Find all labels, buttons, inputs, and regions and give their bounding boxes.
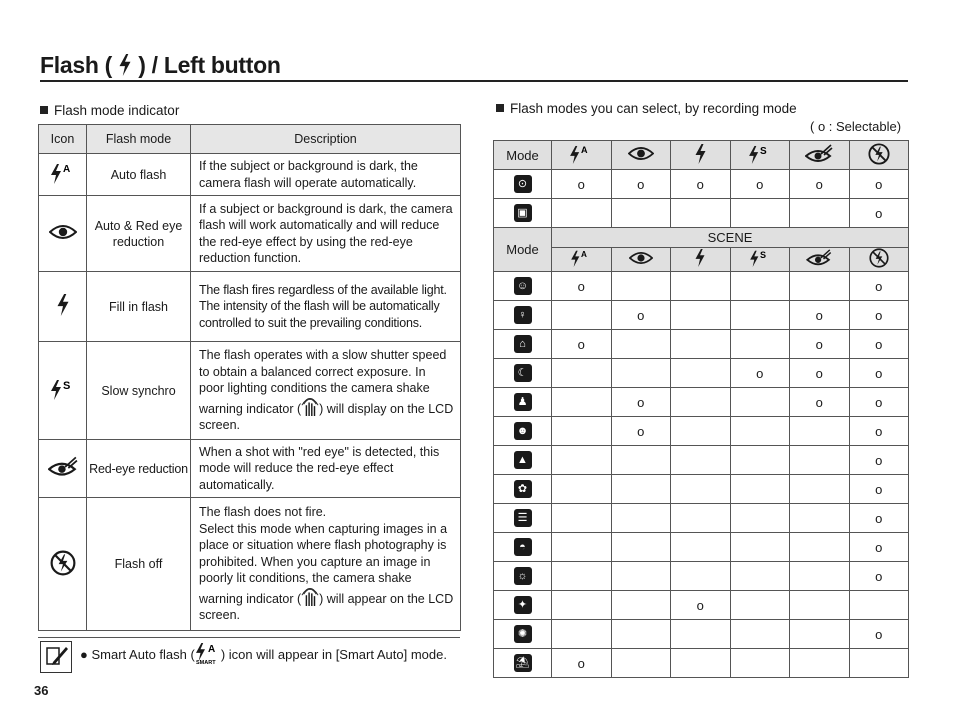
selectable-cell: o	[849, 272, 909, 301]
svg-text:A: A	[581, 144, 588, 155]
selectable-cell	[552, 199, 612, 228]
selectable-cell	[730, 388, 790, 417]
selectable-cell	[730, 446, 790, 475]
selectable-cell: o	[849, 504, 909, 533]
red-eye-icon	[611, 248, 671, 272]
table-row	[494, 388, 909, 417]
selectable-cell	[790, 272, 850, 301]
selectable-cell	[552, 417, 612, 446]
flash-auto-icon	[552, 248, 612, 272]
selectable-cell: o	[849, 170, 909, 199]
selectable-cell: o	[790, 330, 850, 359]
selectable-cell: o	[790, 388, 850, 417]
beach-snow-icon: ⛱	[494, 649, 552, 678]
red-eye-icon	[39, 196, 87, 272]
selectable-cell	[552, 504, 612, 533]
left-section-heading: Flash mode indicator	[40, 103, 179, 118]
selectable-cell: o	[849, 359, 909, 388]
table-row	[494, 301, 909, 330]
page-title	[40, 52, 281, 79]
selectable-cell	[849, 591, 909, 620]
backlight-icon: ✦	[494, 591, 552, 620]
selectable-cell	[790, 562, 850, 591]
camera-shake-icon	[301, 397, 319, 417]
selectable-cell: o	[849, 562, 909, 591]
selectable-cell	[611, 272, 671, 301]
selectable-cell: o	[849, 620, 909, 649]
selectable-cell	[730, 330, 790, 359]
selectable-cell: o	[849, 199, 909, 228]
selectable-cell: o	[790, 301, 850, 330]
table-row	[494, 417, 909, 446]
selectable-cell	[790, 504, 850, 533]
table-row	[494, 591, 909, 620]
selectable-cell	[790, 199, 850, 228]
selectable-cell: o	[611, 301, 671, 330]
table-row	[494, 199, 909, 228]
selectable-cell	[611, 475, 671, 504]
flash-off-icon	[39, 498, 87, 631]
selectable-cell	[790, 649, 850, 678]
selectable-cell	[671, 562, 731, 591]
selectable-cell: o	[790, 359, 850, 388]
smart-auto-flash-icon	[195, 643, 221, 665]
selectable-cell: o	[730, 359, 790, 388]
selectable-cell: o	[849, 533, 909, 562]
mode-header: Mode	[494, 228, 552, 272]
selectable-cell: o	[730, 170, 790, 199]
fill-flash-icon	[671, 141, 731, 170]
portrait-frame-icon: ♟	[494, 388, 552, 417]
selectable-cell	[671, 359, 731, 388]
selectable-cell: o	[552, 649, 612, 678]
flash-off-icon	[849, 141, 909, 170]
square-bullet-icon	[40, 106, 48, 114]
red-eye-fix-icon	[790, 141, 850, 170]
dawn-icon: ☼	[494, 562, 552, 591]
selectable-cell	[671, 272, 731, 301]
svg-text:A: A	[207, 644, 216, 655]
table-row	[494, 620, 909, 649]
camera-shake-icon	[301, 587, 319, 607]
selectable-cell	[611, 504, 671, 533]
flash-icon	[118, 54, 132, 76]
selectable-cell	[730, 504, 790, 533]
selectable-cell	[849, 649, 909, 678]
svg-text:A: A	[62, 164, 70, 175]
selectable-cell	[730, 475, 790, 504]
selectable-cell	[552, 446, 612, 475]
table-row: Auto & Red eye reduction If a subject or background is dark, the camera flash will work automatically and will reduce the red-eye effect by using the red-eye reduction function.	[39, 196, 461, 272]
table-row	[494, 446, 909, 475]
title-prefix: Flash (	[40, 52, 113, 78]
selectable-cell	[552, 533, 612, 562]
right-section-heading: Flash modes you can select, by recording mode	[496, 101, 797, 116]
table-row: Red-eye reduction When a shot with "red eye" is detected, this mode will reduce the red-eye effect automatically.	[39, 440, 461, 498]
selectable-cell: o	[849, 330, 909, 359]
selectable-cell: o	[849, 417, 909, 446]
selectable-cell	[611, 533, 671, 562]
selectable-cell	[671, 388, 731, 417]
selectable-cell	[552, 388, 612, 417]
selectable-cell: o	[552, 330, 612, 359]
selectable-cell	[790, 591, 850, 620]
svg-text:S: S	[62, 380, 70, 392]
selectable-cell	[671, 620, 731, 649]
flash-mode-table	[38, 124, 461, 631]
note-text: ● Smart Auto flash ( A SMART ) icon will appear in [Smart Auto] mode.	[80, 644, 447, 665]
col-header-mode: Flash mode	[87, 125, 191, 154]
landscape-icon: ▲	[494, 446, 552, 475]
table-row	[494, 504, 909, 533]
slow-synchro-icon	[39, 342, 87, 440]
flash-off-icon	[849, 248, 909, 272]
scene-header: SCENE	[552, 228, 909, 248]
col-header-icon: Icon	[39, 125, 87, 154]
selectable-cell	[730, 562, 790, 591]
selectable-cell	[611, 330, 671, 359]
table-row: Fill in flash The flash fires regardless of the available light. The intensity of the flash will be automatically controlled to suit the prevailing conditions.	[39, 272, 461, 342]
selectable-cell	[671, 330, 731, 359]
beauty-shot-icon: ☺	[494, 272, 552, 301]
page-number: 36	[34, 683, 49, 698]
selectable-cell	[790, 475, 850, 504]
selectable-cell: o	[790, 170, 850, 199]
selectable-cell: o	[611, 417, 671, 446]
mode-header: Mode	[494, 141, 552, 170]
selectable-cell: o	[849, 301, 909, 330]
scene-flash-header-row	[494, 248, 909, 272]
selectable-cell: o	[552, 170, 612, 199]
slow-synchro-icon	[730, 141, 790, 170]
red-eye-fix-icon	[790, 248, 850, 272]
night-icon: ☾	[494, 359, 552, 388]
frame-guide-icon: ⌂	[494, 330, 552, 359]
selectable-cell	[790, 620, 850, 649]
selectable-cell: o	[849, 388, 909, 417]
table-row	[494, 649, 909, 678]
selectable-cell: o	[611, 388, 671, 417]
table-row	[494, 330, 909, 359]
selectable-cell	[671, 301, 731, 330]
selectable-cell	[611, 591, 671, 620]
square-bullet-icon	[496, 104, 504, 112]
selectable-cell	[730, 620, 790, 649]
smart-auto-mode-icon: ⊙	[494, 170, 552, 199]
recording-mode-table	[493, 140, 909, 678]
selectable-cell	[671, 533, 731, 562]
text-icon: ☰	[494, 504, 552, 533]
fill-flash-icon	[671, 248, 731, 272]
selectable-cell	[671, 199, 731, 228]
selectable-cell: o	[611, 170, 671, 199]
selectable-cell	[730, 533, 790, 562]
selectable-cell	[790, 417, 850, 446]
table-row	[494, 272, 909, 301]
selectable-cell	[552, 562, 612, 591]
selectable-cell	[671, 649, 731, 678]
selectable-cell	[730, 649, 790, 678]
mode-header-row	[494, 141, 909, 170]
selectable-cell: o	[552, 272, 612, 301]
selectable-cell	[611, 562, 671, 591]
children-icon: ☻	[494, 417, 552, 446]
selectable-cell	[611, 199, 671, 228]
selectable-cell	[671, 504, 731, 533]
selectable-cell	[611, 649, 671, 678]
selectable-cell	[611, 446, 671, 475]
red-eye-icon	[611, 141, 671, 170]
fireworks-icon: ✺	[494, 620, 552, 649]
table-row: S Slow synchro The flash operates with a slow shutter speed to obtain a balanced correct exposure. In poor lighting conditions the camera shake warning indicator ( ) will display on the LCD screen.	[39, 342, 461, 440]
table-row	[494, 475, 909, 504]
selectable-cell	[790, 533, 850, 562]
selectable-cell	[552, 620, 612, 649]
table-row	[494, 562, 909, 591]
flash-auto-icon	[552, 141, 612, 170]
portrait-icon: ♀	[494, 301, 552, 330]
sunset-icon: ◓	[494, 533, 552, 562]
table-row: A Auto flash If the subject or background is dark, the camera flash will operate automatically.	[39, 154, 461, 196]
selectable-cell	[790, 446, 850, 475]
selectable-cell: o	[671, 591, 731, 620]
scene-header-row	[494, 228, 909, 248]
flash-auto-icon	[39, 154, 87, 196]
table-row	[494, 359, 909, 388]
selectable-cell	[671, 446, 731, 475]
table-header-row	[39, 125, 461, 154]
title-suffix: ) / Left button	[138, 52, 281, 78]
selectable-cell	[552, 301, 612, 330]
svg-text:SMART: SMART	[195, 660, 216, 665]
title-rule	[40, 80, 908, 82]
selectable-cell	[730, 199, 790, 228]
selectable-cell	[552, 591, 612, 620]
selectable-cell	[730, 591, 790, 620]
selectable-cell: o	[671, 170, 731, 199]
red-eye-fix-icon	[39, 440, 87, 498]
top-rows	[494, 170, 909, 228]
selectable-cell	[671, 417, 731, 446]
note-icon	[40, 641, 72, 673]
table-row	[494, 533, 909, 562]
selectable-cell	[611, 359, 671, 388]
selectable-cell	[611, 620, 671, 649]
selectable-cell	[730, 417, 790, 446]
selectable-cell	[671, 475, 731, 504]
svg-text:S: S	[759, 250, 766, 260]
selectable-cell	[552, 475, 612, 504]
table-row: Flash off The flash does not fire. Select this mode when capturing images in a place or situation where flash photography is prohibited. When you capture an image in poorly lit conditions, the camera shake warning indicator ( ) will appear on the LCD screen.	[39, 498, 461, 631]
scene-rows	[494, 272, 909, 678]
selectable-cell	[730, 301, 790, 330]
col-header-description: Description	[191, 125, 461, 154]
table-row	[494, 170, 909, 199]
selectable-cell: o	[849, 446, 909, 475]
selectable-cell: o	[849, 475, 909, 504]
selectable-note: ( o : Selectable)	[810, 119, 902, 134]
selectable-cell	[552, 359, 612, 388]
svg-text:A: A	[581, 250, 588, 260]
close-up-icon: ✿	[494, 475, 552, 504]
movie-mode-icon: ▣	[494, 199, 552, 228]
svg-text:S: S	[759, 145, 767, 157]
selectable-cell	[730, 272, 790, 301]
slow-synchro-icon	[730, 248, 790, 272]
fill-flash-icon	[39, 272, 87, 342]
